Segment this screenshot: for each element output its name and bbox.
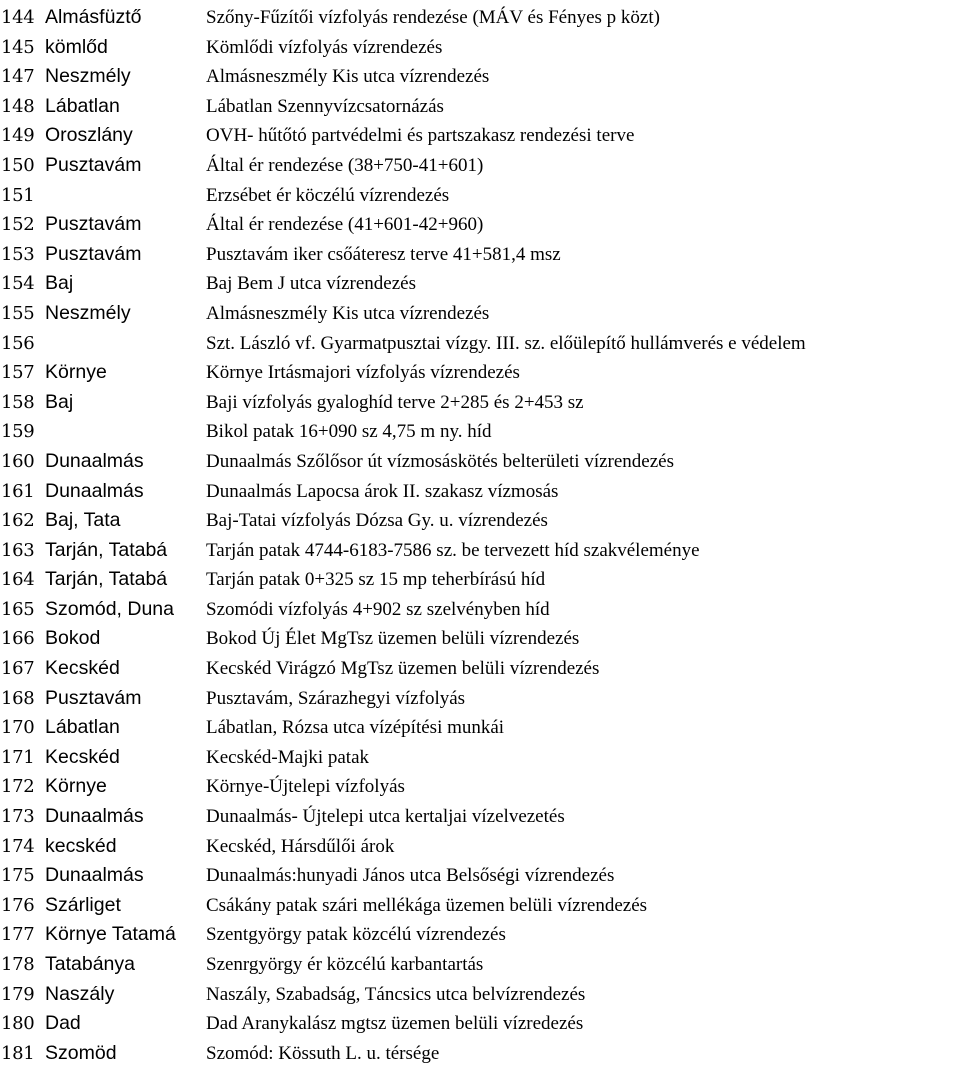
row-number: 172 [1, 776, 35, 798]
row-number: 167 [1, 658, 35, 680]
table-row [0, 950, 960, 980]
row-number: 148 [1, 95, 35, 117]
row-number: 168 [1, 687, 35, 709]
row-description: Csákány patak szári mellékága üzemen belüli vízrendezés [206, 894, 648, 916]
row-location: Baj, Tata [45, 509, 121, 532]
row-number: 153 [1, 243, 35, 265]
row-location: Pusztavám [45, 153, 142, 176]
row-location: Pusztavám [45, 242, 142, 265]
row-location: Baj [45, 272, 74, 295]
row-number: 178 [1, 954, 35, 975]
row-location: Lábatlan [45, 716, 120, 739]
table-row [0, 536, 960, 566]
row-description: Dad Aranykalász mgtsz üzemen belüli vízredezés [206, 1013, 584, 1035]
row-description: OVH- hűtőtó partvédelmi és partszakasz rendezési terve [206, 125, 635, 147]
row-description: Környe Irtásmajori vízfolyás vízrendezés [206, 362, 520, 384]
row-description: Baj-Tatai vízfolyás Dózsa Gy. u. vízrendezés [206, 510, 548, 532]
table-row [0, 743, 960, 773]
row-location: Szárliget [45, 893, 121, 916]
row-description: Dunaalmás Lapocsa árok II. szakasz vízmosás [206, 480, 559, 502]
row-number: 154 [1, 273, 35, 295]
row-number: 152 [1, 214, 35, 236]
row-location: Naszály [45, 982, 115, 1005]
row-number: 149 [1, 125, 35, 147]
row-number: 174 [1, 835, 35, 857]
row-location: Lábatlan [45, 94, 120, 117]
row-number: 155 [1, 302, 35, 324]
row-description: Tarján patak 4744-6183-7586 sz. be tervezett híd szakvéleménye [206, 539, 700, 561]
row-location: Kecskéd [45, 657, 120, 680]
row-description: Dunaalmás- Újtelepi utca kertaljai vízelvezetés [206, 806, 565, 828]
row-number: 151 [1, 184, 35, 206]
row-description: Almásneszmély Kis utca vízrendezés [206, 302, 490, 324]
row-description: Pusztavám iker csőáteresz terve 41+581,4 msz [206, 243, 561, 265]
table-row [0, 477, 960, 507]
row-number: 144 [1, 7, 35, 28]
table-row [0, 299, 960, 329]
table-row [0, 1009, 960, 1039]
row-number: 170 [1, 717, 35, 739]
row-location: Dunaalmás [45, 864, 144, 887]
row-description: Szőny-Fűzítői vízfolyás rendezése (MÁV és Fényes p közt) [206, 7, 660, 28]
row-number: 147 [1, 66, 35, 88]
row-location: Dunaalmás [45, 805, 144, 828]
row-number: 159 [1, 421, 35, 443]
row-location: Környe Tatamá [45, 923, 176, 946]
row-location: Neszmély [45, 65, 131, 88]
row-description: Kecskéd, Hársdűlői árok [206, 835, 395, 857]
table-row [0, 181, 960, 211]
row-number: 145 [1, 36, 35, 58]
row-description: Szomód: Kössuth L. u. térsége [206, 1042, 440, 1064]
table-row [0, 33, 960, 63]
row-description: Által ér rendezése (41+601-42+960) [206, 214, 484, 236]
record-table [0, 3, 960, 1068]
row-number: 164 [1, 569, 35, 591]
row-description: Pusztavám, Szárazhegyi vízfolyás [206, 687, 466, 709]
table-row [0, 210, 960, 240]
row-location: Kecskéd [45, 745, 120, 768]
table-row [0, 1039, 960, 1068]
row-description: Erzsébet ér köczélú vízrendezés [206, 184, 450, 206]
table-row [0, 506, 960, 536]
row-description: Szomódi vízfolyás 4+902 sz szelvényben híd [206, 598, 550, 620]
row-location: Tarján, Tatabá [45, 568, 168, 591]
row-location: Dunaalmás [45, 479, 144, 502]
table-row [0, 624, 960, 654]
row-number: 181 [1, 1042, 35, 1064]
row-description: Környe-Újtelepi vízfolyás [206, 776, 405, 798]
row-description: Dunaalmás:hunyadi János utca Belsőségi vízrendezés [206, 865, 615, 887]
row-number: 176 [1, 894, 35, 916]
row-location: Szomód, Duna [45, 597, 174, 620]
row-location: Bokod [45, 627, 101, 650]
row-location: Baj [45, 390, 74, 413]
row-location: Pusztavám [45, 213, 142, 236]
row-number: 171 [1, 746, 35, 768]
row-number: 179 [1, 983, 35, 1005]
row-location: Tatabánya [45, 953, 135, 975]
table-row [0, 151, 960, 181]
row-number: 158 [1, 391, 35, 413]
row-location: Környe [45, 775, 107, 798]
row-number: 160 [1, 450, 35, 472]
row-description: Bokod Új Élet MgTsz üzemen belüli vízrendezés [206, 628, 580, 650]
row-description: Tarján patak 0+325 sz 15 mp teherbírású híd [206, 569, 546, 591]
row-number: 180 [1, 1013, 35, 1035]
row-description: Lábatlan, Rózsa utca vízépítési munkái [206, 717, 505, 739]
row-description: Naszály, Szabadság, Táncsics utca belvízrendezés [206, 983, 586, 1005]
row-location: Szomöd [45, 1041, 117, 1064]
table-row [0, 802, 960, 832]
table-row [0, 121, 960, 151]
table-row [0, 269, 960, 299]
row-number: 165 [1, 598, 35, 620]
row-number: 150 [1, 154, 35, 176]
row-location: kecskéd [45, 834, 117, 857]
row-description: Kecskéd-Majki patak [206, 746, 370, 768]
row-description: Szentgyörgy patak közcélú vízrendezés [206, 924, 506, 946]
table-row [0, 832, 960, 862]
row-description: Baj Bem J utca vízrendezés [206, 273, 416, 295]
table-row [0, 684, 960, 714]
row-location: Pusztavám [45, 686, 142, 709]
table-row [0, 713, 960, 743]
row-description: Kömlődi vízfolyás vízrendezés [206, 36, 443, 58]
table-row [0, 447, 960, 477]
table-row [0, 92, 960, 122]
row-number: 156 [1, 332, 35, 354]
row-description: Almásneszmély Kis utca vízrendezés [206, 66, 490, 88]
table-row [0, 417, 960, 447]
row-number: 166 [1, 628, 35, 650]
row-location: Dad [45, 1012, 81, 1035]
row-description: Kecskéd Virágzó MgTsz üzemen belüli vízrendezés [206, 658, 600, 680]
row-location: Dunaalmás [45, 449, 144, 472]
row-description: Által ér rendezése (38+750-41+601) [206, 154, 484, 176]
table-row [0, 861, 960, 891]
table-row [0, 565, 960, 595]
row-number: 162 [1, 510, 35, 532]
table-row [0, 62, 960, 92]
row-number: 177 [1, 924, 35, 946]
table-row [0, 240, 960, 270]
row-location: Neszmély [45, 301, 131, 324]
row-description: Lábatlan Szennyvízcsatornázás [206, 95, 444, 117]
row-location: Tarján, Tatabá [45, 538, 168, 561]
row-number: 157 [1, 362, 35, 384]
row-location: Almásfüztő [45, 6, 142, 28]
table-row [0, 891, 960, 921]
table-row [0, 772, 960, 802]
row-location: Oroszlány [45, 124, 133, 147]
row-number: 163 [1, 539, 35, 561]
table-row [0, 654, 960, 684]
table-row [0, 358, 960, 388]
row-description: Baji vízfolyás gyaloghíd terve 2+285 és 2+453 sz [206, 391, 584, 413]
table-row [0, 388, 960, 418]
row-location: kömlőd [45, 35, 108, 58]
row-description: Szenrgyörgy ér közcélú karbantartás [206, 954, 484, 975]
row-number: 175 [1, 865, 35, 887]
table-row [0, 980, 960, 1010]
table-row [0, 920, 960, 950]
table-row [0, 329, 960, 359]
row-location: Környe [45, 361, 107, 384]
table-row [0, 3, 960, 33]
table-row [0, 595, 960, 625]
row-description: Bikol patak 16+090 sz 4,75 m ny. híd [206, 421, 492, 443]
row-description: Szt. László vf. Gyarmatpusztai vízgy. III. sz. előülepítő hullámverés e védelem [206, 332, 806, 354]
row-description: Dunaalmás Szőlősor út vízmosáskötés belterületi vízrendezés [206, 450, 675, 472]
row-number: 173 [1, 806, 35, 828]
row-number: 161 [1, 480, 35, 502]
